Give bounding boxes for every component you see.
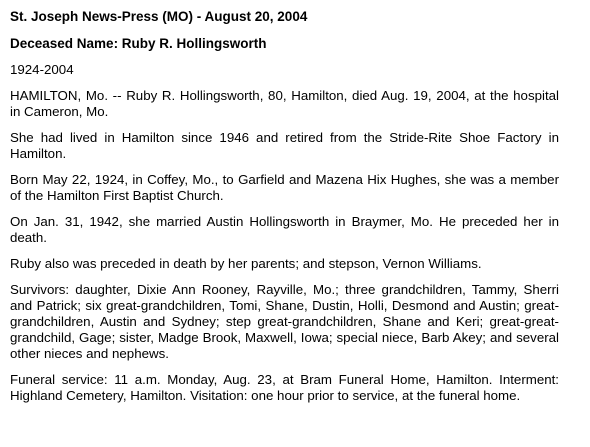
obituary-document: [10, 8, 559, 414]
paragraph-survivors: Survivors: daughter, Dixie Ann Rooney, Rayville, Mo.; three grandchildren, Tammy, Sherri and Patrick; six great-grandchildren, Tomi, Shane, Dustin, Holli, Desmond and Austin; great-grandchildren, Austin and Sydney; step great-grandchildren, Shane and Keri; great-great-grandchild, Gage; sister, Madge Brook, Maxwell, Iowa; special niece, Barb Akey; and several other nieces and nephews.: [10, 282, 559, 361]
paragraph-residence: She had lived in Hamilton since 1946 and retired from the Stride-Rite Shoe Factory in Hamilton.: [10, 130, 559, 161]
paragraph-marriage: On Jan. 31, 1942, she married Austin Hollingsworth in Braymer, Mo. He preceded her in death.: [10, 214, 559, 245]
paragraph-funeral: Funeral service: 11 a.m. Monday, Aug. 23, at Bram Funeral Home, Hamilton. Interment: Highland Cemetery, Hamilton. Visitation: one hour prior to service, at the funeral home.: [10, 372, 559, 403]
source-heading: St. Joseph News-Press (MO) - August 20, 2004: [10, 9, 308, 24]
paragraph-death-notice: HAMILTON, Mo. -- Ruby R. Hollingsworth, 80, Hamilton, died Aug. 19, 2004, at the hospital in Cameron, Mo.: [10, 88, 559, 119]
life-years: 1924-2004: [10, 62, 74, 77]
deceased-name-heading: Deceased Name: Ruby R. Hollingsworth: [10, 36, 267, 51]
paragraph-birth: Born May 22, 1924, in Coffey, Mo., to Garfield and Mazena Hix Hughes, she was a member of the Hamilton First Baptist Church.: [10, 172, 559, 203]
paragraph-preceded: Ruby also was preceded in death by her parents; and stepson, Vernon Williams.: [10, 256, 482, 271]
